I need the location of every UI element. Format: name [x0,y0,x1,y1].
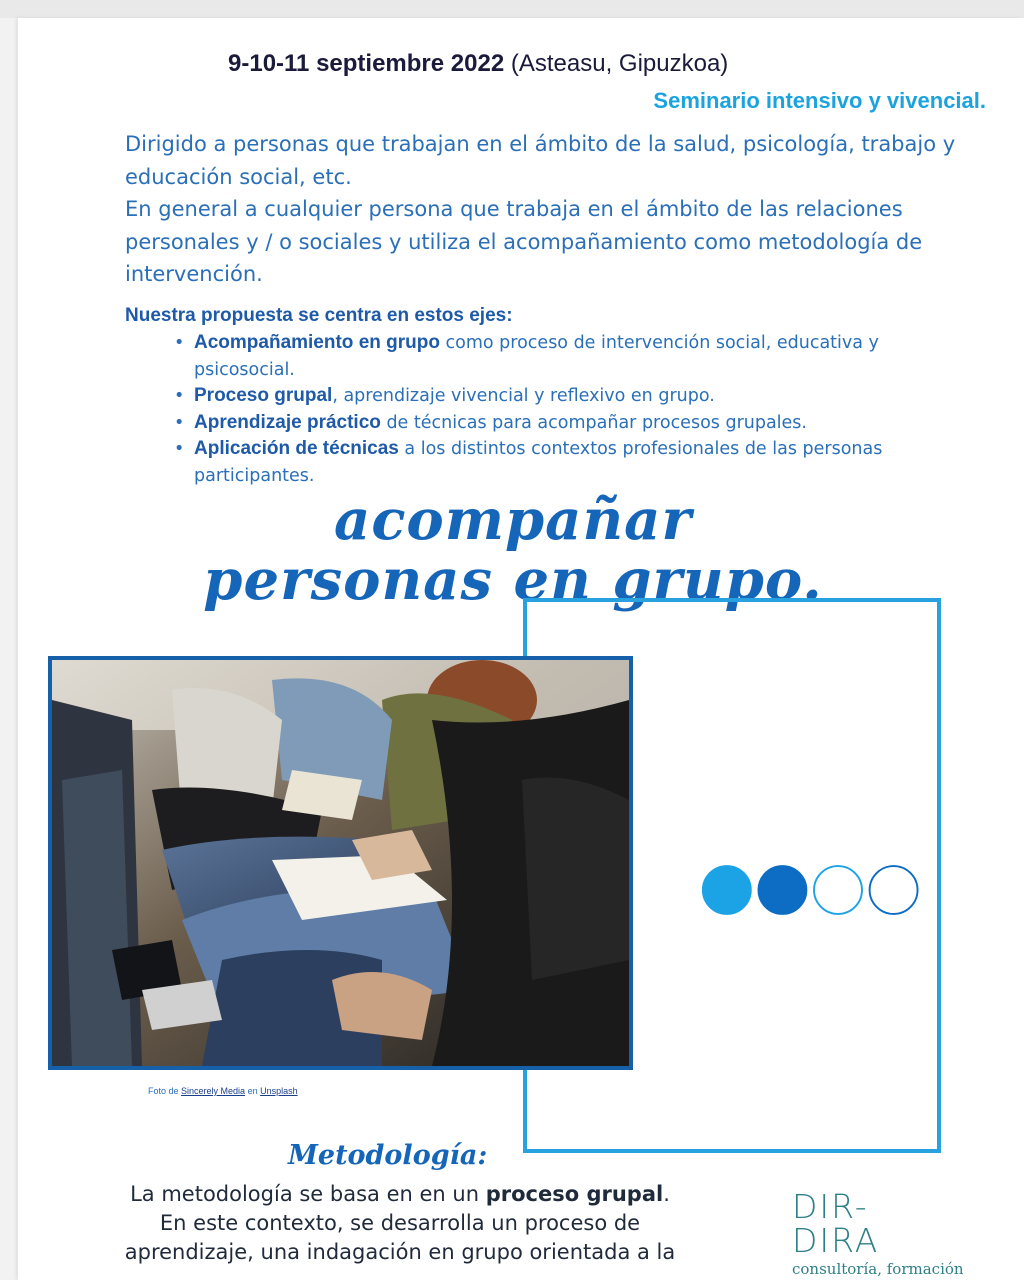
methodology-line-1-post: . [663,1182,670,1206]
decorative-dot [703,866,751,914]
axis-highlight: Aprendizaje práctico [194,411,381,433]
event-dates [228,50,788,78]
list-item [168,410,978,437]
photo-credit [148,1086,298,1096]
axis-highlight: Proceso grupal [194,385,333,406]
methodology-title: Metodología: [288,1140,488,1171]
logo-tagline: consultoría, formación [792,1260,964,1278]
methodology-line-1-pre: La metodología se basa en en un [130,1182,486,1206]
axis-text: de técnicas para acompañar procesos grupales. [380,412,807,433]
logo-line-2: DIRA [792,1221,880,1260]
methodology-line-3: aprendizaje, una indagación en grupo orientada a la [124,1240,676,1264]
axis-text: a los distintos contextos profesionales de las personas participantes. [194,439,883,486]
list-item [168,436,978,489]
group-photo [48,656,633,1070]
seminar-subtitle: Seminario intensivo y vivencial. [653,88,986,113]
intro-paragraph-2: En general a cualquier persona que trabaja en el ámbito de las relaciones personales y / o sociales y utiliza el acompañamiento como metodología de intervención. [125,197,923,286]
methodology-text [70,1180,730,1267]
decorative-dot [814,866,862,914]
credit-site-link[interactable]: Unsplash [260,1086,298,1096]
headline-line-2: personas en grupo. [203,547,823,613]
main-headline [18,487,1008,613]
event-location: (Asteasu, Gipuzkoa) [504,50,729,77]
intro-text [125,128,985,291]
decorative-dot [758,866,806,914]
event-dates-bold: 9-10-11 septiembre 2022 [228,50,505,77]
axis-highlight: Aplicación de técnicas [194,438,399,459]
flyer-page [18,18,1024,1280]
methodology-line-2: En este contexto, se desarrolla un proceso de [159,1211,641,1235]
axis-text: como proceso de intervención social, educativa y psicosocial. [194,333,879,380]
methodology-line-1 [70,1180,730,1209]
top-border [0,0,1024,18]
headline-line-1: acompañar [334,487,692,553]
list-item [168,383,978,410]
dir-dira-logo [792,1187,1002,1278]
axis-text: , aprendizaje vivencial y reflexivo en grupo. [332,386,715,406]
credit-middle: en [245,1086,261,1096]
list-item [168,330,978,383]
decorative-dot [870,866,918,914]
axis-highlight: Acompañamiento en grupo [194,332,440,353]
group-photo-illustration [52,660,629,1066]
credit-prefix: Foto de [148,1086,182,1096]
axes-heading: Nuestra propuesta se centra en estos ejes: [125,305,513,326]
progress-dots [700,860,930,920]
credit-author-link[interactable]: Sincerely Media [181,1086,246,1096]
intro-paragraph-1: Dirigido a personas que trabajan en el ámbito de la salud, psicología, trabajo y educación social, etc. [125,132,956,189]
methodology-line-1-bold: proceso grupal [485,1182,664,1206]
logo-line-1: DIR- [792,1187,869,1226]
axes-list [168,330,978,489]
